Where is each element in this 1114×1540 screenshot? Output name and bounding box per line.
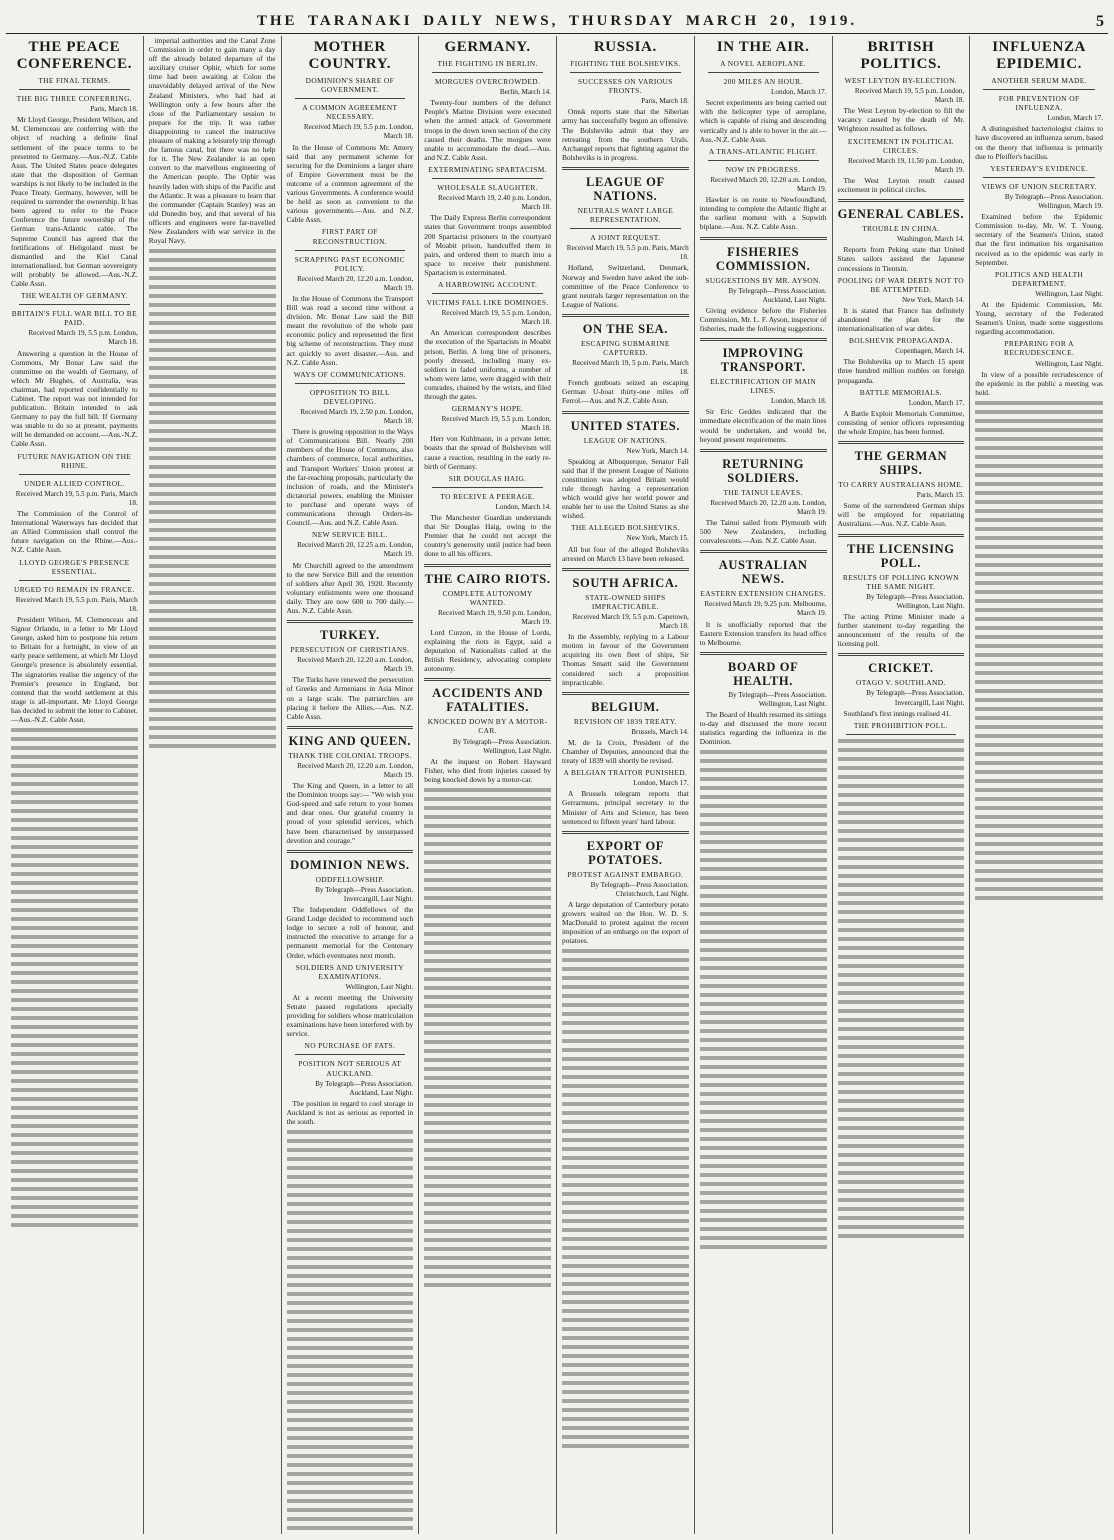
article-body: It is stated that France has definitely abandoned the plan for the internationalisation of war debts. (837, 305, 965, 334)
section-rule (295, 383, 406, 384)
column-1 (6, 36, 144, 1534)
article-headline: TURKEY. (320, 628, 380, 643)
column-6 (695, 36, 833, 1534)
section-subheading: BATTLE MEMORIALS. (859, 387, 943, 397)
article-divider (838, 441, 965, 444)
article (562, 39, 689, 162)
dateline: New York, March 15. (626, 534, 689, 543)
dateline: London, March 17. (908, 398, 965, 407)
section-rule (295, 1054, 406, 1055)
dateline: Received March 19, 2.50 p.m. London, March 18. (300, 408, 414, 426)
subheading-rule (570, 72, 681, 73)
article (700, 237, 827, 334)
article-body: At a recent meeting the University Senate passed regulations specially providing for soldiers whose matriculation examinations have been interfered with by service. (286, 992, 414, 1039)
article (287, 39, 414, 615)
dateline: Paris, March 18. (90, 105, 138, 114)
section-subheading: BRITAIN'S FULL WAR BILL TO BE PAID. (11, 309, 138, 328)
article (562, 314, 689, 406)
article-body: The Daily Express Berlin correspondent states that Government troops assembled 200 Spartacist prisoners in the courtyard of Moabit prison, handcuffed them in pairs, and ordered them to march into a space to receive their punishment. Spartacism is exterminated. (424, 213, 551, 277)
article (424, 678, 551, 784)
dateline: New York, March 14. (626, 446, 689, 455)
section-subheading: KNOCKED DOWN BY A MOTOR-CAR. (427, 717, 548, 736)
section-subheading: ODDFELLOWSHIP. (315, 874, 385, 884)
dateline: By Telegraph—Press Association. Auckland, Last Night. (315, 1079, 414, 1097)
dateline: Received March 19, 5.5 p.m. London, March 18. (854, 87, 965, 105)
section-subheading: NOW IN PROGRESS. (725, 164, 801, 174)
article (11, 39, 138, 724)
article-divider (287, 850, 414, 853)
article (700, 39, 827, 232)
section-subheading: LLOYD GEORGE'S PRESENCE ESSENTIAL. (19, 557, 130, 576)
dateline: Received March 19, 5.5 p.m. Paris, March 18. (15, 489, 138, 507)
section-subheading: MORGUES OVERCROWDED. (434, 77, 541, 87)
article-subheading: THE FIGHTING IN BERLIN. (437, 59, 538, 68)
section-subheading: WEST LEYTON BY-ELECTION. (844, 76, 958, 85)
dateline: By Telegraph—Press Association. Invercargill, Last Night. (866, 689, 965, 707)
article-body: Reports from Peking state that United States sailors assisted the Japanese concessions in Tientsin. (837, 245, 965, 273)
dateline: Wellington, Last Night. (1035, 359, 1103, 368)
subheading-rule (708, 72, 819, 73)
article-headline: LEAGUE OF NATIONS. (586, 174, 665, 203)
article-body: Some of the surrendered German ships will be employed for repatriating Australians.—Aus. N.Z. Cable Assn. (837, 501, 965, 529)
article-body: Twenty-four numbers of the defunct People's Marine Division were executed when the armed attack of Government troops in the down town section of the city caused their deaths. The morgues were unable to accommodate the dead.—Aus. and N.Z. Cable Assn. (424, 98, 551, 162)
article-divider (287, 726, 414, 729)
article (562, 692, 689, 826)
article-headline: SOUTH AFRICA. (572, 575, 679, 590)
article (287, 726, 414, 845)
subheading-rule (983, 89, 1095, 90)
section-subheading: TO CARRY AUSTRALIANS HOME. (838, 480, 964, 490)
dateline: Brussels, March 14. (631, 727, 689, 736)
article-body: Secret experiments are being carried out with the helicopter type of aeroplane, which is capable of rising and descending vertically and is able to hover in the air.—Aus.-N.Z. Cable Assn. (699, 98, 827, 144)
dateline: London, March 14. (495, 502, 551, 511)
section-subheading: ESCAPING SUBMARINE CAPTURED. (581, 338, 670, 357)
article (424, 564, 551, 674)
article-body: Omsk reports state that the Siberian army has successfully begun an offensive. The Bolsheviks admit that they are retreating from the southern Urals. Archangel reports that fighting against the Bolsheviks is in progress. (562, 107, 689, 162)
subheading-rule (19, 89, 130, 90)
article-headline: RUSSIA. (593, 39, 657, 55)
article-body: A Brussels telegram reports that Gerrarmuns, principal secretary to the Minister of Arts and Science, has been sentenced to fifteen years' hard labour. (562, 789, 689, 826)
section-subheading: GERMANY'S HOPE. (451, 404, 524, 414)
article-body: The Independent Oddfellows of the Grand Lodge decided to recommend such lodge to secure a roll of honour, and instructed the executive to arrange for a permanent memorial for the Centenary Order, which eventuates next month. (286, 905, 414, 960)
article-body: The Manchester Guardian understands that Sir Douglas Haig, owing to the Premier that he could not accept the country's generosity until justice had been done to all his officers. (424, 513, 551, 559)
article-headline: BOARD OF HEALTH. (727, 659, 799, 688)
dateline: London, March 18. (771, 397, 827, 406)
article (562, 568, 689, 687)
article-headline: AUSTRALIAN NEWS. (718, 558, 808, 587)
article-divider (562, 167, 689, 170)
continued-text-lines (11, 728, 138, 1228)
dateline: Paris, March 18. (641, 97, 689, 106)
article-headline: GERMANY. (444, 39, 531, 55)
continued-text-lines (149, 249, 276, 749)
section-subheading: WAYS OF COMMUNICATIONS. (293, 369, 406, 379)
article (838, 441, 965, 528)
dateline: Wellington, Last Night. (345, 982, 414, 991)
section-subheading: STATE-OWNED SHIPS IMPRACTICABLE. (585, 592, 666, 611)
article-headline: THE GERMAN SHIPS. (854, 449, 948, 478)
article-body: Sir Eric Geddes indicated that the immediate electrification of the main lines would be undertaken, and would be, beyond present requirements. (699, 407, 827, 444)
article-divider (287, 620, 414, 623)
article-body: The acting Prime Minister made a further statement to-day regarding the announcement of the results of the licensing poll. (837, 611, 965, 649)
article-divider (562, 568, 689, 571)
dateline: Copenhagen, March 14. (895, 347, 965, 356)
article (700, 652, 827, 747)
article-divider (700, 550, 827, 553)
section-subheading: TO RECEIVE A PEERAGE. (440, 491, 535, 501)
article-body: There is growing opposition to the Ways of Communications Bill. Nearly 200 members of the House of Commons, also chambers of commerce, local authorities, and Transport Workers' Union protest at the far-reaching proposals, particularly the inclusion of roads, and the Minister's dictatorial powers, enabling the Minister to purchase and operate ways of communications through Orders-in-Council.—Aus. and N.Z. Cable Assn. (286, 427, 414, 528)
section-rule (983, 177, 1095, 178)
article-divider (700, 237, 827, 240)
article-body: In the House of Commons Mr. Amery said that any permanent scheme for securing for the Dominions a larger share of Empire Government must be the outcome of a common agreement of the various Governments. A conference would be held as soon as convenient to the various governments.—Aus. and N.Z. Cable Assn. (286, 142, 414, 225)
article (700, 449, 827, 546)
article-body: Herr von Kuhlmann, in a private letter, boasts that the spread of Bolshevism will cause a reaction, resulting in the early re-birth of Germany. (424, 434, 551, 471)
article-divider (838, 653, 965, 656)
article-headline: RETURNING SOLDIERS. (722, 456, 805, 485)
article-body: Answering a question in the House of Commons, Mr Bonar Law said the committee on the wealth of Germany, of which Mr Hughes, of Australia, was chairman, had reported confidentially to Cabinet. The report was not intended for publication. Britain intended to ask Germany to pay the full bill. If Germany was unable to do so at present, payments will be demanded on account.—Aus.-N.Z. Cable Assn. (11, 348, 138, 449)
article-headline: THE LICENSING POLL. (847, 541, 955, 570)
section-subheading: A JOINT REQUEST. (590, 233, 661, 243)
section-subheading: ELECTRIFICATION OF MAIN LINES. (710, 377, 817, 396)
dateline: Received March 20, 12.20 a.m. London, March 19. (297, 761, 414, 779)
subheading-rule (432, 72, 543, 73)
article-divider (700, 338, 827, 341)
continued-text-lines (424, 788, 551, 1288)
dateline: Received March 20, 12.20 a.m. London, March 19. (710, 175, 827, 194)
article-body: It is unofficially reported that the Eastern Extension transfers its head office to Melbourne. (699, 619, 827, 647)
article-body: The position in regard to cool storage in Auckland is not as serious as reported in the south. (286, 1098, 414, 1126)
section-rule (19, 474, 130, 475)
article-headline: GENERAL CABLES. (837, 207, 965, 222)
article-headline: DOMINION NEWS. (290, 857, 410, 872)
dateline: Paris, March 15. (916, 491, 965, 500)
article-body: Mr Churchill agreed to the amendment to the new Service Bill and the retention of soldiers after April 30, 1920. Recently voluntary enlistments were one thousand daily. They are now 600 to 700 daily.—Aus. N.Z. Cable Assn. (286, 560, 414, 615)
article-divider (424, 564, 551, 567)
article-body: Examined before the Epidemic Commission to-day, Mr. W. T. Young, secretary of the Seamen's Union, stated that the first intimation his organisation received as to the epidemic was early in September. (975, 212, 1103, 267)
article-body: Giving evidence before the Fisheries Commission, Mr. L. F. Ayson, inspector of fisheries, made the following suggestions. (699, 305, 827, 333)
section-subheading: A COMMON AGREEMENT NECESSARY. (302, 103, 398, 122)
article-body: In view of a possible recrudescence of the epidemic in the public a meeting was held. (975, 369, 1103, 397)
section-subheading: NEUTRALS WANT LARGE REPRESENTATION. (577, 205, 674, 225)
section-subheading: BOLSHEVIK PROPAGANDA. (848, 336, 953, 346)
section-subheading: EASTERN EXTENSION CHANGES. (700, 589, 826, 599)
article-headline: EXPORT OF POTATOES. (586, 838, 665, 867)
section-rule (432, 487, 543, 488)
section-rule (570, 228, 681, 229)
article-headline: ON THE SEA. (582, 321, 668, 336)
section-subheading: A BELGIAN TRAITOR PUNISHED. (563, 768, 688, 778)
article-body: A distinguished bacteriologist claims to have discovered an influenza serum, based on the theory that influenza is primarily due to Pfeiffer's bacillus. (975, 124, 1103, 161)
article-divider (562, 831, 689, 834)
dateline: By Telegraph—Press Association. Wellington, Last Night. (452, 737, 551, 755)
article-body: M. de la Croix, President of the Chamber of Deputies, announced that the treaty of 1839 will shortly be revised. (562, 737, 689, 766)
article (838, 199, 965, 436)
article-body: imperial authorities and the Canal Zone Commission in order to gain many a day off the already belated departure of the auxiliary cruiser Ophir, which for some time had been awaiting at Colon the unavoidably delayed arrival of the New Zealand Ministers, who had had at Wellington only a few hours after the close of the Parliamentary session to prepare for the trip. It was rather disappointing to cancel the instructive pleasure of making a leisurely trip through the famous canal, but there was no help for it. The New Zealander is an open convert to the marvellous engineering of the American people. The Ophir was heavily laden with ships of the Pacific and the Atlantic. It was a pleasure to learn that the commander (Captain Stanley) was an old Dunedin boy, and that several of his officers and engineers were far-travelled New Zealanders with war service in the Royal Navy. (148, 36, 276, 246)
page-number: 5 (1096, 13, 1104, 30)
dateline: Received March 19, 5.5 p.m. London, March 18. (441, 309, 551, 327)
dateline: Received March 20, 12.25 a.m. London, March 19. (297, 541, 414, 559)
article (700, 338, 827, 444)
section-subheading: THE PROHIBITION POLL. (853, 720, 948, 730)
section-subheading: SUCCESSES ON VARIOUS FRONTS. (577, 77, 673, 96)
article-body: The West Leyton result caused excitement in political circles. (837, 175, 965, 195)
article-body: An American correspondent describes the execution of the Spartacists in Moabit prison, Berlin. A long line of prisoners, poorly dressed, including many ex-soldiers in faded uniforms, a number of whom were lame, were dragged with their comrades, chained by the wrists, and filed through the gates. (424, 328, 551, 401)
article (838, 534, 965, 649)
dateline: By Telegraph—Press Association. Wellington, March 19. (1004, 192, 1103, 211)
article (149, 36, 276, 245)
dateline: Received March 19, 2.40 p.m. London, March 18. (438, 194, 551, 212)
article-body: Holland, Switzerland, Denmark, Norway and Sweden have asked the sub-committee of the Peace Conference to grant neutrals larger representation on the League of Nations. (562, 263, 689, 309)
dateline: London, March 17. (771, 88, 827, 97)
dateline: Received March 20, 12.20 a.m. London, March 19. (297, 656, 414, 674)
section-subheading: THANK THE COLONIAL TROOPS. (288, 750, 412, 760)
article-divider (838, 534, 965, 537)
column-grid (6, 36, 1108, 1534)
article-body: All but four of the alleged Bolsheviks arrested on March 13 have been released. (562, 544, 689, 563)
section-subheading: UNDER ALLIED CONTROL. (24, 478, 125, 488)
section-subheading: EXTERMINATING SPARTACISM. (428, 164, 547, 174)
article-body: Southland's first innings realised 41. (843, 708, 951, 718)
masthead (6, 8, 1108, 34)
article-body: A Battle Exploit Memorials Committee, consisting of senior officers representing the whole Empire, has been formed. (837, 408, 965, 436)
article-headline: CRICKET. (868, 661, 934, 676)
article-subheading: FIGHTING THE BOLSHEVIKS. (570, 59, 681, 68)
article-body: The Board of Health resumed its sittings to-day and discussed the more recent statistics regarding the influenza in the Dominion. (699, 710, 827, 747)
article (838, 653, 965, 734)
article-body: At the inquest on Robert Hayward Fisher, who died from injuries caused by being knocked down by a motor-car. (424, 756, 551, 784)
article (287, 850, 414, 1126)
section-subheading: WHOLESALE SLAUGHTER. (437, 183, 539, 193)
section-rule (19, 304, 130, 305)
article-subheading: THE FINAL TERMS. (38, 76, 111, 85)
article-divider (562, 692, 689, 695)
section-subheading: SOLDIERS AND UNIVERSITY EXAMINATIONS. (295, 962, 404, 981)
column-5 (557, 36, 695, 1534)
article-body: At the Epidemic Commission, Mr. Young, secretary of the Federated Seamen's Union, made some suggestions regarding accommodation. (975, 299, 1103, 337)
dateline: Received March 19, 9.50 p.m. London, March 19. (438, 608, 551, 626)
dateline: Berlin, March 14. (499, 88, 551, 97)
article-body: The Turks have renewed the persecution of Greeks and Armenians in Asia Minor on a large scale. The patriarchies are placing it before the Allies.—Aus. N.Z. Cable Assn. (286, 675, 414, 721)
section-rule (19, 580, 130, 581)
dateline: Received March 19, 5.5 p.m. London, March 18. (441, 415, 551, 433)
article-headline: THE CAIRO RIOTS. (424, 571, 551, 586)
article-subheading: A NOVEL AEROPLANE. (720, 59, 807, 68)
dateline: Received March 19, 5.5 p.m. London, March 18. (28, 329, 138, 347)
column-3 (282, 36, 420, 1534)
continued-text-lines (287, 1130, 414, 1534)
section-rule (432, 293, 543, 294)
article-body: Speaking at Albuquerque, Senator Fall said that if the present League of Nations constitution was adopted Britain would rule through having a representation which would give her world power and enable her to use the United States as she wished. (562, 456, 689, 521)
section-subheading: FUTURE NAVIGATION ON THE RHINE. (17, 451, 132, 470)
section-subheading: SUGGESTIONS BY MR. AYSON. (705, 275, 821, 285)
dateline: London, March 17. (633, 779, 689, 788)
article-headline: FISHERIES COMMISSION. (715, 244, 811, 273)
dateline: Received March 19, 5.5 p.m. Paris, March 18. (566, 244, 689, 262)
article-headline: ACCIDENTS AND FATALITIES. (432, 686, 544, 715)
section-subheading: SIR DOUGLAS HAIG. (448, 473, 527, 483)
dateline: London, March 17. (1047, 114, 1103, 123)
article (838, 39, 965, 194)
article-body: In the House of Commons the Transport Bill was read a second time without a division. Mr. Bonar Law said the Bill meant the revolution of the whole past economic policy and represented the first big scheme of reconstruction. They must act quickly to avert disaster.—Aus. and N.Z. Cable Assn. (286, 293, 414, 367)
section-subheading: EXCITEMENT IN POLITICAL CIRCLES. (847, 136, 954, 155)
continued-text-lines (700, 750, 827, 1250)
section-subheading: 200 MILES AN HOUR. (723, 77, 803, 87)
section-subheading: FIRST PART OF RECONSTRUCTION. (312, 227, 388, 246)
dateline: By Telegraph—Press Association. Wellington, Last Night. (866, 592, 965, 610)
article-headline: BELGIUM. (591, 699, 660, 714)
section-subheading: VICTIMS FALL LIKE DOMINOES. (426, 298, 549, 308)
article-body: Lord Curzon, in the House of Lords, explaining the riots in Egypt, said a deputation of Nationalists called at the British Residency, advocating complete autonomy. (424, 627, 551, 674)
section-subheading: A HARROWING ACCOUNT. (438, 279, 538, 289)
article (700, 550, 827, 647)
masthead-title: THE TARANAKI DAILY NEWS, THURSDAY MARCH 20, 1919. (256, 13, 858, 29)
dateline: Received March 19, 5 p.m. Paris, March 18. (572, 359, 689, 377)
dateline: Received March 19, 5.5 p.m. London, March 18. (303, 123, 414, 141)
section-subheading: THE ALLEGED BOLSHEVIKS. (570, 523, 680, 533)
section-subheading: POOLING OF WAR DEBTS NOT TO BE ATTEMPTED. (837, 275, 964, 294)
column-7 (833, 36, 971, 1534)
dateline: Washington, March 14. (896, 235, 965, 244)
section-subheading: OPPOSITION TO BILL DEVELOPING. (309, 387, 390, 406)
article-body: The West Leyton by-election to fill the vacancy caused by the death of Mr. Wrightson resulted as follows. (837, 106, 965, 134)
section-subheading: VIEWS OF UNION SECRETARY. (981, 181, 1097, 191)
dateline: By Telegraph—Press Association. Auckland, Last Night. (728, 286, 827, 304)
section-subheading: NEW SERVICE BILL. (312, 530, 388, 540)
section-subheading: RESULTS OF POLLING KNOWN THE SAME NIGHT. (842, 572, 959, 591)
continued-text-lines (838, 739, 965, 1239)
section-subheading: SCRAPPING PAST ECONOMIC POLICY. (294, 254, 405, 273)
article-headline: INFLUENZA EPIDEMIC. (992, 39, 1086, 72)
column-8 (970, 36, 1108, 1534)
section-rule (295, 250, 406, 251)
section-subheading: NO PURCHASE OF FATS. (304, 1041, 396, 1051)
article-divider (700, 652, 827, 655)
dateline: New York, March 14. (901, 295, 965, 304)
section-rule (708, 160, 819, 161)
article-divider (838, 199, 965, 202)
article-subheading: ANOTHER SERUM MADE. (991, 76, 1087, 85)
article-headline: MOTHER COUNTRY. (308, 39, 392, 72)
section-subheading: FOR PREVENTION OF INFLUENZA. (998, 94, 1080, 113)
article-body: Mr Lloyd George, President Wilson, and M. Clemenceau are conferring with the object of reaching a definite final settlement of the peace terms to be presented to Germany.—Aus.-N.Z. Cable Assn. The United States peace delegates state that the disposition of German warships is not likely to be included in the Peace Treaty. Germany, however, will be required to surrender the ownership. It has been agreed to refer to the Peace Conference the future ownership of the German trans-Atlantic cable. The Supreme Council has agreed that the fortifications of Heligoland must be dismantled and the Kiel Canal internationalised, but German sovereignty will probably be allowed.—Aus.-N.Z. Cable Assn. (11, 115, 138, 288)
article-divider (700, 449, 827, 452)
section-subheading: A TRANS-ATLANTIC FLIGHT. (708, 146, 818, 156)
article (562, 831, 689, 946)
article-divider (562, 411, 689, 414)
dateline: Received March 19, 5.5 p.m. Paris, March 18. (15, 595, 138, 613)
subheading-rule (295, 98, 406, 99)
article-body: A large deputation of Canterbury potato growers waited on the Hon. W. D. S. MacDonald to protest against the recent imposition of an embargo on the export of potatoes. (562, 900, 689, 946)
section-subheading: LEAGUE OF NATIONS. (583, 435, 668, 445)
article-headline: UNITED STATES. (570, 418, 681, 433)
article-headline: IN THE AIR. (716, 39, 810, 55)
article-body: Hawker is on route to Newfoundland, intending to complete the Atlantic flight at the earliest moment with a Sopwith biplane.—Aus. N.Z. Cable Assn. (699, 195, 827, 232)
section-subheading: REVISION OF 1839 TREATY. (573, 716, 677, 726)
continued-text-lines (975, 401, 1103, 901)
article-subheading: DOMINION'S SHARE OF GOVERNMENT. (305, 76, 395, 95)
section-subheading: PERSECUTION OF CHRISTIANS. (290, 645, 410, 655)
dateline: Received March 20, 12.20 a.m. London, March 19. (710, 498, 827, 516)
article-body: The Bolsheviks up to March 15 spent three hundred million roubles on foreign propaganda. (837, 357, 965, 385)
article (975, 39, 1103, 397)
article-body: In the Assembly, replying to a Labour motion in favour of the Government acquiring its own fleet of ships, Sir Thomas Smartt said the Government considered such a proposition impracticable. (562, 632, 689, 687)
section-subheading: THE WEALTH OF GERMANY. (20, 291, 128, 301)
article (424, 39, 551, 559)
dateline: By Telegraph—Press Association. Christchurch, Last Night. (590, 880, 689, 898)
column-2 (144, 36, 282, 1534)
article-headline: BRITISH POLITICS. (860, 39, 942, 72)
dateline: Received March 19, 5.5 p.m. Capetown, March 18. (572, 612, 689, 631)
article-divider (562, 314, 689, 317)
article-body: French gunboats seized an escaping German U-boat thirty-one miles off Ferrol.—Aus. and N.Z. Cable Assn. (562, 378, 689, 406)
article (562, 167, 689, 309)
dateline: Received March 20, 12.20 a.m. London, March 19. (297, 274, 414, 292)
dateline: Received March 19, 9.25 p.m. Melbourne, March 19. (704, 600, 827, 618)
continued-text-lines (562, 949, 689, 1449)
article-body: The King and Queen, in a letter to all the Dominion troops say:— "We wish you God-speed and safe return to your homes and dear ones. Our grateful country is proud of your splendid services, which have been characterised by unsurpassed devotion and courage." (286, 781, 414, 845)
article-headline: IMPROVING TRANSPORT. (720, 346, 806, 375)
section-subheading: THE BIG THREE CONFERRING. (16, 94, 133, 104)
dateline: Received March 19, 11.50 p.m. London, March 19. (847, 156, 965, 174)
column-4 (419, 36, 557, 1534)
section-rule (846, 734, 957, 735)
article-body: The Tainui sailed from Plymouth with 500 New Zealanders, including convalescents.—Aus. N.Z. Cable Assn. (699, 518, 827, 546)
article-headline: THE PEACE CONFERENCE. (16, 39, 133, 72)
section-subheading: POSITION NOT SERIOUS AT AUCKLAND. (298, 1059, 402, 1078)
dateline: By Telegraph—Press Association. Wellington, Last Night. (728, 690, 827, 708)
article (287, 620, 414, 721)
section-subheading: YESTERDAY'S EVIDENCE. (990, 163, 1088, 173)
section-subheading: TROUBLE IN CHINA. (862, 224, 940, 234)
section-subheading: PROTEST AGAINST EMBARGO. (567, 869, 684, 879)
section-subheading: OTAGO V. SOUTHLAND. (856, 678, 946, 688)
article-headline: KING AND QUEEN. (288, 733, 412, 748)
section-subheading: URGED TO REMAIN IN FRANCE. (13, 584, 135, 594)
article-body: President Wilson, M. Clemenceau and Signor Orlando, in a letter to Mr Lloyd George, asked him to postpone his return to Britain for a fortnight, in view of an early peace settlement, at which Mr Lloyd George's presence is absolutely essential. The signatories realise the urgency of the Premier's presence in England, but contend that the world settlement at this stage is all-important. Mr Lloyd George has decided to submit the letter to Cabinet.—Aus.-N.Z. Cable Assn. (11, 614, 138, 724)
section-subheading: POLITICS AND HEALTH DEPARTMENT. (995, 269, 1084, 288)
dateline: Wellington, Last Night. (1035, 289, 1103, 298)
section-subheading: PREPARING FOR A RECRUDESCENCE. (1003, 339, 1075, 358)
article-divider (424, 678, 551, 681)
article-body: The Commission of the Control of International Waterways has decided that an Allied Commission shall control the future navigation on the Rhine.—Aus.-N.Z. Cable Assn. (11, 509, 138, 555)
article (562, 411, 689, 563)
section-rule (432, 178, 543, 179)
section-subheading: COMPLETE AUTONOMY WANTED. (442, 588, 533, 607)
dateline: By Telegraph—Press Association. Invercargill, Last Night. (315, 885, 414, 903)
section-subheading: THE TAINUI LEAVES. (723, 487, 803, 497)
